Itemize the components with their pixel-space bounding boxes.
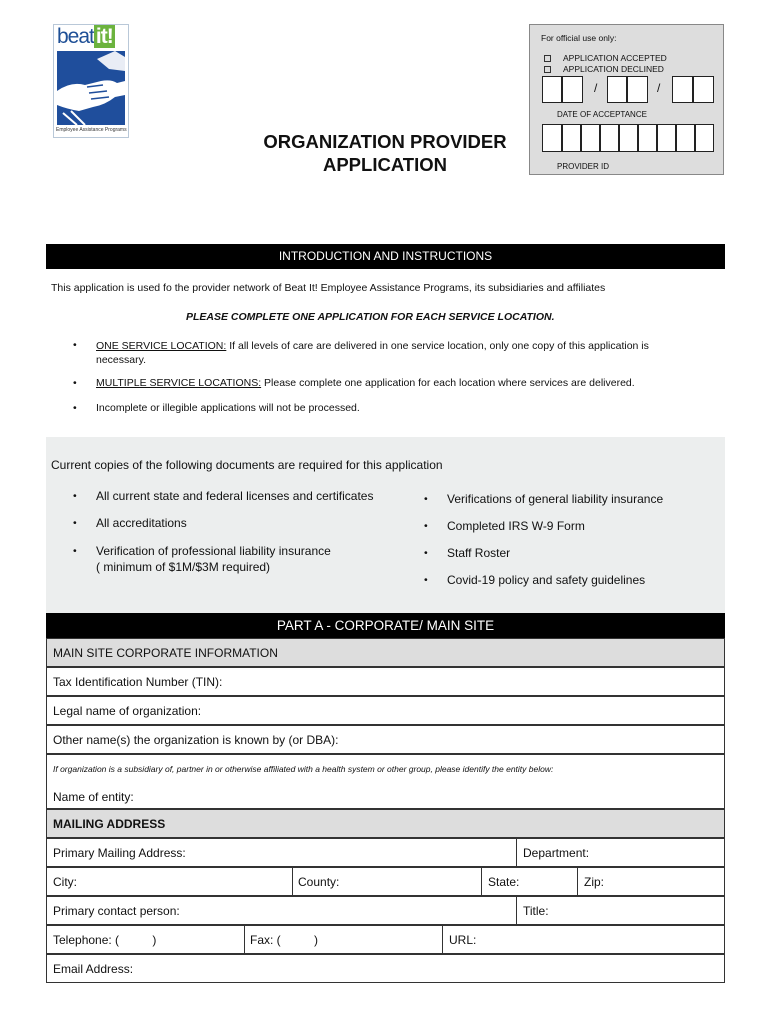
multiple-service-locations-text: Please complete one application for each location where services are delivered.	[261, 377, 635, 389]
provider-id-cell[interactable]	[619, 124, 638, 152]
intro-section-header: INTRODUCTION AND INSTRUCTIONS	[46, 244, 725, 269]
date-day-digit-2[interactable]	[627, 76, 648, 103]
provider-id-label: PROVIDER ID	[557, 162, 610, 171]
one-service-location-text: If all levels of care are delivered in one service location, only one copy of this application is	[226, 340, 649, 352]
date-year-digit-2[interactable]	[693, 76, 714, 103]
one-application-notice: PLEASE COMPLETE ONE APPLICATION FOR EACH SERVICE LOCATION.	[186, 311, 555, 323]
main-site-info-label: MAIN SITE CORPORATE INFORMATION	[53, 646, 278, 660]
email-field[interactable]	[46, 954, 725, 983]
telephone-label: Telephone: ( )	[53, 933, 157, 947]
date-month-digit-1[interactable]	[542, 76, 562, 103]
provider-id-cell[interactable]	[600, 124, 619, 152]
city-label: City:	[53, 875, 77, 889]
entity-name-label: Name of entity:	[53, 790, 134, 804]
state-label: State:	[488, 875, 520, 889]
document-item-text: Verification of professional liability insurance	[96, 544, 331, 558]
bullet-icon: •	[73, 545, 77, 557]
provider-id-cell[interactable]	[638, 124, 657, 152]
beat-it-logo	[53, 24, 129, 138]
one-service-location-text-2: necessary.	[96, 354, 146, 366]
logo-caption: Employee Assistance Programs	[56, 127, 127, 133]
mailing-address-row	[46, 809, 725, 838]
bullet-icon: •	[424, 574, 428, 586]
official-use-box	[529, 24, 724, 175]
document-item: All accreditations	[96, 516, 187, 530]
bullet-icon: •	[73, 402, 77, 414]
divider	[442, 926, 443, 953]
document-item: All current state and federal licenses and certificates	[96, 489, 374, 503]
provider-id-cell[interactable]	[657, 124, 676, 152]
fax-label: Fax: ( )	[250, 933, 319, 947]
county-label: County:	[298, 875, 340, 889]
date-of-acceptance-label: DATE OF ACCEPTANCE	[557, 110, 647, 119]
one-service-location-label: ONE SERVICE LOCATION:	[96, 340, 227, 352]
official-use-heading: For official use only:	[541, 33, 617, 43]
document-item: Covid-19 policy and safety guidelines	[447, 573, 646, 587]
main-site-info-row	[46, 638, 725, 667]
application-purpose-text: This application is used fo the provider network of Beat It! Employee Assistance Programs, its subsidiaries and affiliates	[51, 282, 606, 294]
other-names-field[interactable]	[46, 725, 725, 754]
multiple-service-locations-label: MULTIPLE SERVICE LOCATIONS:	[96, 377, 262, 389]
contact-row	[46, 896, 725, 925]
mailing-address-label: MAILING ADDRESS	[53, 817, 166, 831]
primary-address-label: Primary Mailing Address:	[53, 846, 186, 860]
zip-label: Zip:	[584, 875, 605, 889]
bullet-icon: •	[73, 517, 77, 529]
incomplete-applications-item: Incomplete or illegible applications will not be processed.	[96, 402, 360, 414]
legal-name-label: Legal name of organization:	[53, 704, 202, 718]
page-title	[250, 130, 520, 176]
divider	[481, 868, 482, 895]
bullet-icon: •	[424, 547, 428, 559]
provider-id-cell[interactable]	[562, 124, 581, 152]
bullet-icon: •	[73, 490, 77, 502]
provider-id-cell[interactable]	[542, 124, 562, 152]
provider-id-cell[interactable]	[695, 124, 714, 152]
document-item-note: ( minimum of $1M/$3M required)	[96, 560, 271, 574]
document-item	[96, 543, 331, 575]
date-separator: /	[657, 81, 661, 95]
divider	[516, 897, 517, 924]
document-item: Verifications of general liability insurance	[447, 492, 664, 506]
divider	[292, 868, 293, 895]
checkbox-icon[interactable]	[544, 66, 551, 73]
bullet-icon: •	[424, 493, 428, 505]
city-row	[46, 867, 725, 896]
title-line-1: ORGANIZATION PROVIDER	[263, 131, 507, 152]
other-names-label: Other name(s) the organization is known by (or DBA):	[53, 733, 339, 747]
tin-label: Tax Identification Number (TIN):	[53, 675, 223, 689]
title-label: Title:	[523, 904, 549, 918]
document-item: Staff Roster	[447, 546, 511, 560]
primary-address-row	[46, 838, 725, 867]
date-separator: /	[594, 81, 598, 95]
bullet-icon: •	[424, 520, 428, 532]
bullet-icon: •	[73, 377, 77, 389]
handshake-icon	[57, 51, 125, 125]
checkbox-icon[interactable]	[544, 55, 551, 62]
legal-name-field[interactable]	[46, 696, 725, 725]
bullet-icon: •	[73, 339, 77, 351]
provider-id-cell[interactable]	[581, 124, 600, 152]
email-label: Email Address:	[53, 962, 134, 976]
multiple-service-locations-item	[96, 377, 635, 389]
divider	[516, 839, 517, 866]
phone-row	[46, 925, 725, 954]
provider-id-cell[interactable]	[676, 124, 695, 152]
required-documents-heading: Current copies of the following documents are required for this application	[51, 458, 443, 472]
date-month-digit-2[interactable]	[562, 76, 583, 103]
divider	[244, 926, 245, 953]
application-declined-option[interactable]: APPLICATION DECLINED	[544, 64, 664, 74]
department-label: Department:	[523, 846, 590, 860]
primary-contact-label: Primary contact person:	[53, 904, 180, 918]
logo-wordmark: beatit!	[57, 25, 113, 48]
affiliated-entity-field[interactable]	[46, 754, 725, 809]
tin-field[interactable]	[46, 667, 725, 696]
one-service-location-item	[96, 339, 706, 367]
document-item: Completed IRS W-9 Form	[447, 519, 585, 533]
divider	[577, 868, 578, 895]
subsidiary-instruction: If organization is a subsidiary of, partner in or otherwise affiliated with a health system or other group, please identify the entity below:	[53, 764, 554, 774]
part-a-header: PART A - CORPORATE/ MAIN SITE	[46, 613, 725, 638]
date-year-digit-1[interactable]	[672, 76, 693, 103]
application-accepted-option[interactable]: APPLICATION ACCEPTED	[544, 53, 667, 63]
url-label: URL:	[449, 933, 477, 947]
title-line-2: APPLICATION	[322, 154, 448, 175]
date-day-digit-1[interactable]	[607, 76, 627, 103]
